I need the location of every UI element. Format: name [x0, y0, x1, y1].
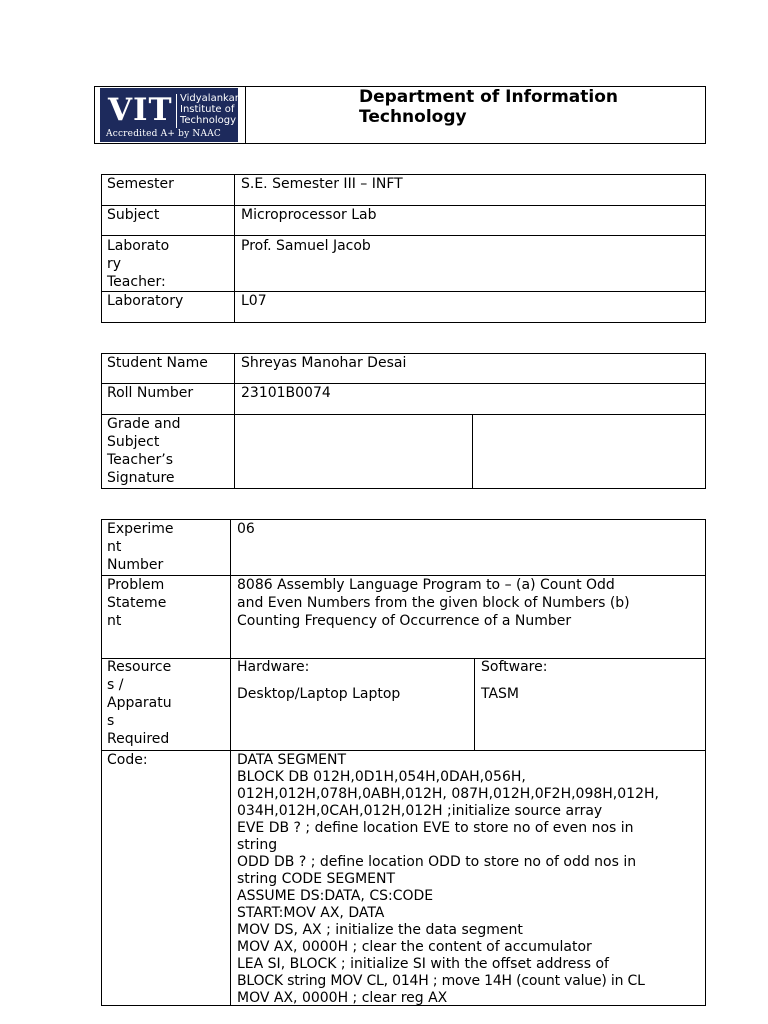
logo-separator: [176, 94, 177, 128]
lab-teacher-label: Laborato ry Teacher:: [107, 238, 170, 290]
student-name-label: Student Name: [107, 355, 208, 371]
logo-institute-name: Vidyalankar Institute of Technology: [180, 93, 239, 126]
code-label: Code:: [107, 752, 148, 768]
course-table: [101, 174, 706, 323]
code-line: string CODE SEGMENT: [237, 871, 396, 887]
header-divider: [245, 86, 246, 144]
code-line: 034H,012H,0CAH,012H,012H ;initialize source array: [237, 803, 603, 819]
logo-letters: VIT: [108, 92, 173, 128]
subject-value: Microprocessor Lab: [241, 207, 377, 223]
problem-statement-value: 8086 Assembly Language Program to – (a) Count Odd and Even Numbers from the given block of Numbers (b) Counting Frequency of Occurrence of a Number: [237, 577, 630, 629]
course-table-row-divider: [101, 291, 706, 292]
code-line: BLOCK string MOV CL, 014H ; move 14H (count value) in CL: [237, 973, 645, 989]
code-line: ODD DB ? ; define location ODD to store no of odd nos in: [237, 854, 637, 870]
logo-accreditation: Accredited A+ by NAAC: [106, 129, 221, 139]
code-line: 012H,012H,078H,0ABH,012H, 087H,012H,0F2H,098H,012H,: [237, 786, 659, 802]
grade-signature-value: [235, 413, 241, 415]
code-line: string: [237, 837, 278, 853]
student-table-signature-divider: [472, 414, 473, 489]
hardware-value: Desktop/Laptop Laptop: [237, 686, 401, 702]
experiment-number-label: Experime nt Number: [107, 521, 174, 573]
code-line: LEA SI, BLOCK ; initialize SI with the offset address of: [237, 956, 609, 972]
student-table-col-divider: [234, 353, 235, 489]
software-value: TASM: [481, 686, 520, 702]
code-line: DATA SEGMENT: [237, 752, 347, 768]
code-line: MOV AX, 0000H ; clear the content of accumulator: [237, 939, 592, 955]
code-line: MOV DS, AX ; initialize the data segment: [237, 922, 523, 938]
code-line: MOV AX, 0000H ; clear reg AX: [237, 990, 448, 1006]
code-line: START:MOV AX, DATA: [237, 905, 385, 921]
experiment-table-row-divider: [101, 658, 706, 659]
experiment-number-value: 06: [237, 521, 255, 537]
student-table: [101, 353, 706, 489]
code-line: BLOCK DB 012H,0D1H,054H,0DAH,056H,: [237, 769, 526, 785]
code-block: [237, 751, 705, 1006]
course-table-row-divider: [101, 205, 706, 206]
resources-label: Resource s / Apparatu s Required: [107, 659, 172, 747]
software-label: Software:: [481, 659, 548, 675]
problem-statement-label: Problem Stateme nt: [107, 577, 167, 629]
roll-number-label: Roll Number: [107, 385, 194, 401]
semester-label: Semester: [107, 176, 174, 192]
hardware-label: Hardware:: [237, 659, 310, 675]
course-table-row-divider: [101, 235, 706, 236]
department-title: Department of Information Technology: [359, 87, 618, 127]
semester-value: S.E. Semester III – INFT: [241, 176, 403, 192]
vit-logo: [100, 88, 238, 142]
student-name-value: Shreyas Manohar Desai: [241, 355, 407, 371]
student-table-row-divider: [101, 414, 706, 415]
code-line: EVE DB ? ; define location EVE to store no of even nos in: [237, 820, 634, 836]
code-line: ASSUME DS:DATA, CS:CODE: [237, 888, 434, 904]
lab-teacher-value: Prof. Samuel Jacob: [241, 238, 371, 254]
roll-number-value: 23101B0074: [241, 385, 331, 401]
subject-label: Subject: [107, 207, 160, 223]
laboratory-value: L07: [241, 293, 267, 309]
laboratory-label: Laboratory: [107, 293, 184, 309]
grade-signature-label: Grade and Subject Teacher’s Signature: [107, 416, 181, 486]
